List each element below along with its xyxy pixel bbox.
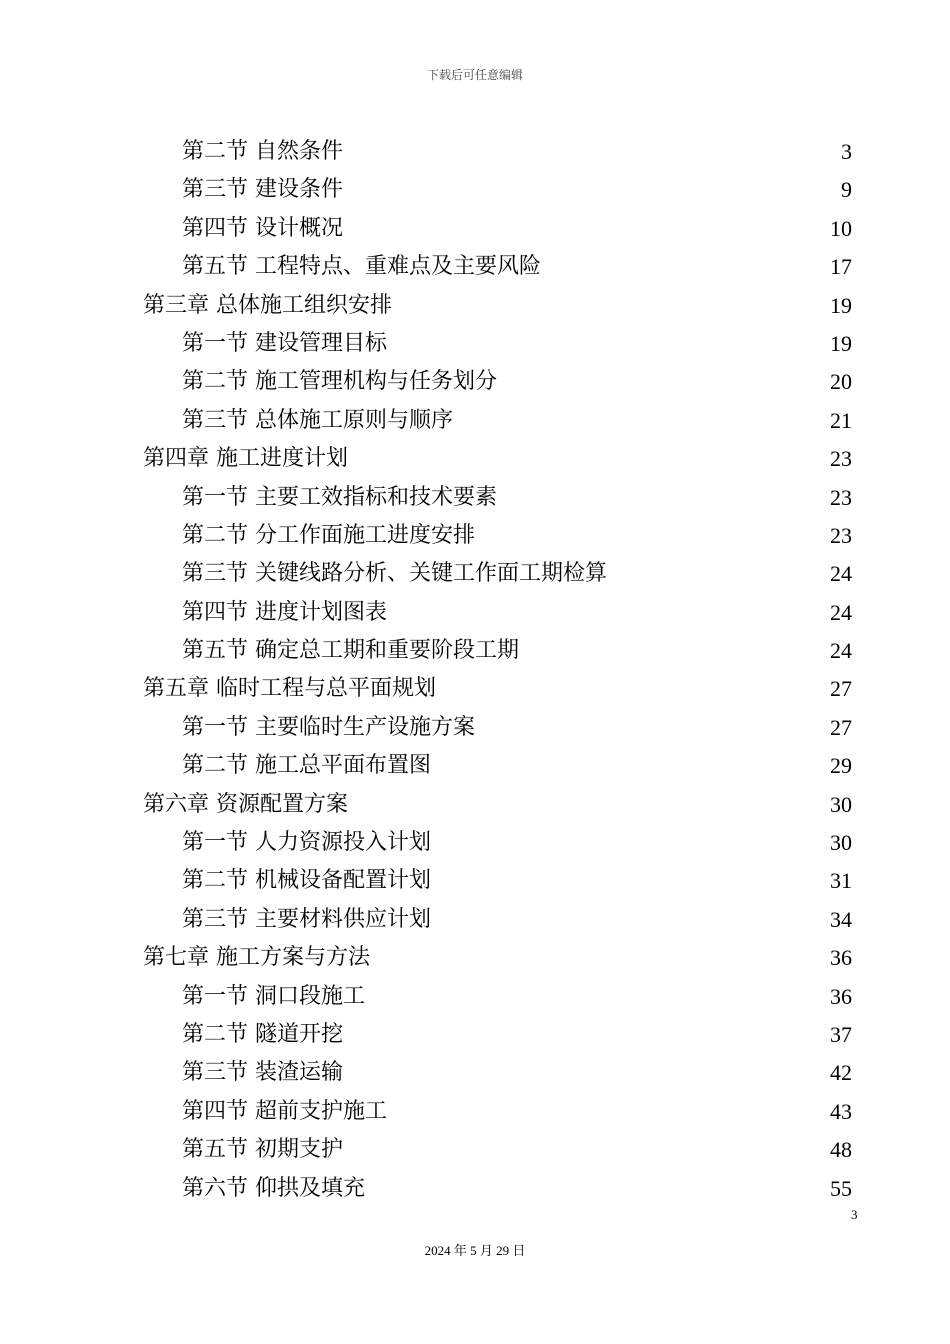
toc-entry-page: 48: [830, 1137, 852, 1163]
toc-entry-label: 第五节 确定总工期和重要阶段工期: [182, 638, 519, 664]
toc-entry-label: 第一节 主要临时生产设施方案: [182, 714, 475, 740]
toc-entry-section[interactable]: [0, 479, 950, 517]
toc-entry-section[interactable]: [0, 901, 950, 939]
toc-entry-chapter[interactable]: [0, 670, 950, 708]
toc-entry-chapter[interactable]: [0, 287, 950, 325]
table-of-contents: [0, 133, 950, 1208]
toc-entry-label: 第三节 关键线路分析、关键工作面工期检算: [182, 561, 607, 587]
toc-entry-section[interactable]: [0, 709, 950, 747]
toc-entry-label: 第二节 施工管理机构与任务划分: [182, 369, 497, 395]
toc-entry-page: 19: [830, 292, 852, 318]
toc-entry-section[interactable]: [0, 210, 950, 248]
toc-entry-chapter[interactable]: [0, 786, 950, 824]
toc-entry-label: 第一节 建设管理目标: [182, 330, 387, 356]
toc-entry-section[interactable]: [0, 171, 950, 209]
toc-entry-label: 第七章 施工方案与方法: [143, 945, 370, 971]
toc-entry-section[interactable]: [0, 363, 950, 401]
toc-entry-page: 9: [841, 177, 852, 203]
toc-entry-section[interactable]: [0, 747, 950, 785]
page-header: 下载后可任意编辑: [426, 68, 523, 82]
toc-entry-section[interactable]: [0, 402, 950, 440]
toc-entry-label: 第三节 建设条件: [182, 177, 343, 203]
toc-entry-page: 20: [830, 369, 852, 395]
toc-entry-section[interactable]: [0, 248, 950, 286]
toc-entry-page: 31: [830, 868, 852, 894]
toc-entry-label: 第二节 自然条件: [182, 139, 343, 164]
toc-entry-label: 第四节 超前支护施工: [182, 1098, 387, 1124]
toc-entry-page: 23: [830, 446, 852, 472]
toc-entry-page: 43: [830, 1098, 852, 1124]
toc-entry-label: 第六节 仰拱及填充: [182, 1175, 365, 1201]
toc-entry-page: 3: [841, 139, 852, 164]
toc-entry-label: 第五章 临时工程与总平面规划: [143, 676, 436, 702]
toc-entry-page: 37: [830, 1021, 852, 1047]
toc-entry-section[interactable]: [0, 824, 950, 862]
toc-entry-section[interactable]: [0, 517, 950, 555]
toc-entry-label: 第二节 分工作面施工进度安排: [182, 522, 475, 548]
page-footer-date: 2024 年 5 月 29 日: [424, 1243, 526, 1258]
toc-entry-label: 第三节 装渣运输: [182, 1060, 343, 1086]
toc-entry-page: 19: [830, 330, 852, 356]
toc-entry-label: 第一节 主要工效指标和技术要素: [182, 484, 497, 510]
toc-entry-label: 第三节 总体施工原则与顺序: [182, 407, 453, 433]
toc-entry-page: 27: [830, 714, 852, 740]
toc-entry-label: 第五节 初期支护: [182, 1137, 343, 1163]
toc-entry-section[interactable]: [0, 1016, 950, 1054]
toc-entry-section[interactable]: [0, 862, 950, 900]
toc-entry-label: 第四节 设计概况: [182, 215, 343, 241]
toc-entry-label: 第四节 进度计划图表: [182, 599, 387, 625]
toc-entry-section[interactable]: [0, 1093, 950, 1131]
toc-entry-section[interactable]: [0, 632, 950, 670]
toc-entry-page: 23: [830, 484, 852, 510]
toc-entry-label: 第三节 主要材料供应计划: [182, 906, 431, 932]
toc-entry-label: 第三章 总体施工组织安排: [143, 292, 392, 318]
toc-entry-page: 23: [830, 522, 852, 548]
toc-entry-page: 24: [830, 638, 852, 664]
toc-entry-page: 24: [830, 599, 852, 625]
page-number: 3: [851, 1207, 858, 1222]
toc-entry-page: 30: [830, 830, 852, 856]
toc-entry-section[interactable]: [0, 594, 950, 632]
toc-entry-section[interactable]: [0, 555, 950, 593]
toc-entry-page: 36: [830, 983, 852, 1009]
toc-entry-page: 36: [830, 945, 852, 971]
toc-entry-page: 24: [830, 561, 852, 587]
toc-entry-section[interactable]: [0, 133, 950, 171]
toc-entry-page: 27: [830, 676, 852, 702]
toc-entry-page: 29: [830, 753, 852, 779]
toc-entry-page: 42: [830, 1060, 852, 1086]
toc-entry-section[interactable]: [0, 325, 950, 363]
toc-entry-label: 第二节 机械设备配置计划: [182, 868, 431, 894]
toc-entry-section[interactable]: [0, 1131, 950, 1169]
toc-entry-page: 30: [830, 791, 852, 817]
toc-entry-page: 34: [830, 906, 852, 932]
toc-entry-page: 10: [830, 215, 852, 241]
toc-entry-label: 第五节 工程特点、重难点及主要风险: [182, 254, 541, 280]
toc-entry-label: 第二节 施工总平面布置图: [182, 753, 431, 779]
toc-entry-label: 第四章 施工进度计划: [143, 446, 348, 472]
toc-entry-label: 第六章 资源配置方案: [143, 791, 348, 817]
toc-entry-chapter[interactable]: [0, 440, 950, 478]
toc-entry-label: 第一节 洞口段施工: [182, 983, 365, 1009]
toc-entry-page: 21: [830, 407, 852, 433]
toc-entry-page: 55: [830, 1175, 852, 1201]
toc-entry-section[interactable]: [0, 978, 950, 1016]
toc-entry-section[interactable]: [0, 1054, 950, 1092]
toc-entry-chapter[interactable]: [0, 939, 950, 977]
toc-entry-page: 17: [830, 254, 852, 280]
toc-entry-label: 第一节 人力资源投入计划: [182, 830, 431, 856]
toc-entry-label: 第二节 隧道开挖: [182, 1021, 343, 1047]
toc-entry-section[interactable]: [0, 1170, 950, 1208]
